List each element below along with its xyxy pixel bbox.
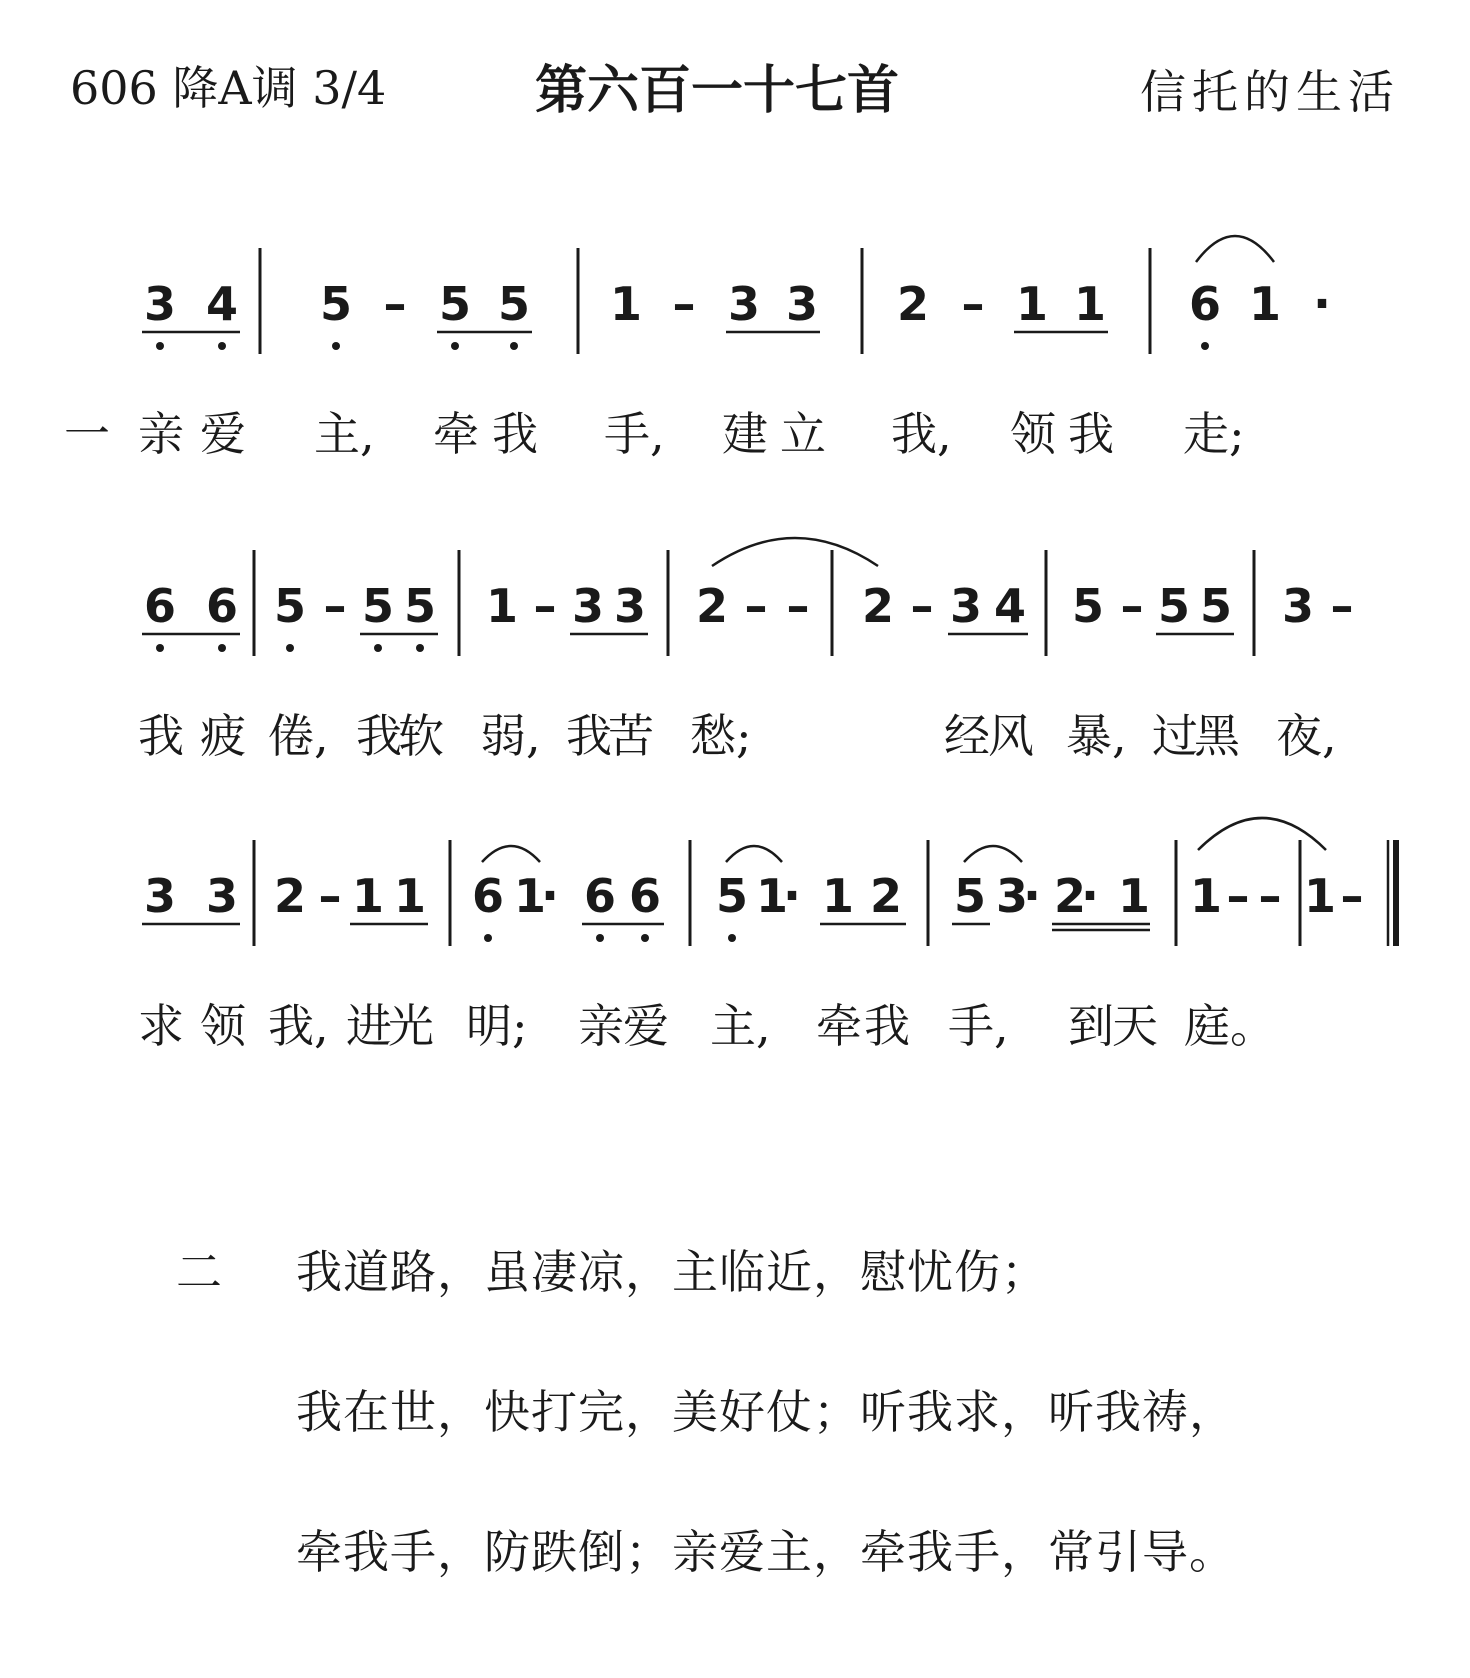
lyric-syllable: 到 — [1068, 999, 1114, 1053]
verse-2-line-2: 我在世，快打完，美好仗；听我求，听我祷， — [296, 1385, 1236, 1439]
lyric-syllable: 我, — [891, 407, 952, 461]
lower-octave-dot — [1201, 342, 1209, 350]
note: 6 — [1188, 277, 1222, 331]
lyric-syllable: 爱 — [200, 407, 246, 461]
lyric-syllable: 主, — [710, 999, 771, 1053]
note: 1 — [1189, 869, 1223, 923]
note: 3 — [613, 579, 647, 633]
lyric-syllable: 我 — [1068, 407, 1114, 461]
lyric-syllable: 走; — [1183, 407, 1245, 461]
lyric-syllable: 倦, — [268, 709, 329, 763]
note: 3 — [1281, 579, 1315, 633]
lyric-syllable: 过 — [1152, 709, 1198, 763]
dash-mark: – — [910, 579, 934, 633]
tie-arc — [1196, 236, 1274, 262]
note: 1 — [1073, 277, 1107, 331]
lyric-syllable: 风 — [988, 709, 1034, 763]
lower-octave-dot — [451, 342, 459, 350]
lyric-syllable: 我 — [864, 999, 910, 1053]
note: 1 — [393, 869, 427, 923]
hymn-subtitle: 信托的生活 — [1140, 65, 1400, 119]
lyric-syllable: 弱, — [480, 709, 541, 763]
note: 1 — [351, 869, 385, 923]
note: 1 — [513, 869, 547, 923]
lower-octave-dot — [728, 934, 736, 942]
lyric-syllable: 求 — [138, 999, 184, 1053]
lyric-syllable: 愁; — [690, 709, 752, 763]
lower-octave-dot — [156, 644, 164, 652]
dash-mark: – — [786, 579, 810, 633]
lyric-syllable: 暴, — [1066, 709, 1127, 763]
dash-mark: – — [1258, 869, 1282, 923]
lower-octave-dot — [156, 342, 164, 350]
lower-octave-dot — [484, 934, 492, 942]
note: 5 — [1157, 579, 1191, 633]
lower-octave-dot — [218, 644, 226, 652]
tie-arc — [726, 846, 782, 862]
lower-octave-dot — [596, 934, 604, 942]
lyric-syllable: 经 — [944, 709, 990, 763]
note: 1 — [821, 869, 855, 923]
dash-mark: – — [672, 277, 696, 331]
dash-mark: – — [323, 579, 347, 633]
lower-octave-dot — [641, 934, 649, 942]
lyric-syllable: 领 — [200, 999, 246, 1053]
note: 3 — [995, 869, 1029, 923]
lyric-syllable: 建 — [722, 407, 768, 461]
lower-octave-dot — [286, 644, 294, 652]
dash-mark: – — [383, 277, 407, 331]
note: 5 — [1071, 579, 1105, 633]
note: 6 — [143, 579, 177, 633]
lyric-syllable: 进 — [346, 999, 392, 1053]
dash-mark: – — [961, 277, 985, 331]
lower-octave-dot — [218, 342, 226, 350]
note: 1 — [609, 277, 643, 331]
note: 6 — [205, 579, 239, 633]
note: 5 — [273, 579, 307, 633]
lyric-syllable: 我 — [138, 709, 184, 763]
lyric-syllable: 庭。 — [1184, 999, 1276, 1053]
lyric-syllable: 我 — [492, 407, 538, 461]
lyric-syllable: 苦 — [608, 709, 654, 763]
augmentation-dot: · — [1022, 868, 1042, 924]
lyric-syllable: 亲 — [578, 999, 624, 1053]
note: 2 — [896, 277, 930, 331]
note: 5 — [953, 869, 987, 923]
lower-octave-dot — [510, 342, 518, 350]
note: 3 — [949, 579, 983, 633]
note: 1 — [485, 579, 519, 633]
lyric-syllable: 天 — [1112, 999, 1158, 1053]
lyric-syllable: 爱 — [623, 999, 669, 1053]
lyric-syllable: 夜, — [1276, 709, 1337, 763]
note: 4 — [205, 277, 239, 331]
note: 5 — [1199, 579, 1233, 633]
note: 3 — [727, 277, 761, 331]
tie-arc — [712, 538, 878, 566]
note: 3 — [571, 579, 605, 633]
hymn-title: 第六百一十七首 — [535, 61, 900, 121]
dash-mark: – — [533, 579, 557, 633]
note: 5 — [361, 579, 395, 633]
note: 4 — [993, 579, 1027, 633]
note: 2 — [861, 579, 895, 633]
lyric-syllable: 立 — [780, 407, 826, 461]
tie-arc — [482, 846, 540, 862]
lyric-syllable: 一 — [64, 407, 110, 461]
lyric-syllable: 我 — [356, 709, 402, 763]
lyric-syllable: 亲 — [138, 407, 184, 461]
dash-mark: – — [318, 869, 342, 923]
augmentation-dot: · — [540, 868, 560, 924]
dash-mark: – — [1330, 579, 1354, 633]
augmentation-dot: · — [1312, 276, 1332, 332]
key-signature-info: 606 降A调 3/4 — [70, 61, 387, 115]
note: 5 — [319, 277, 353, 331]
lyric-syllable: 黑 — [1194, 709, 1240, 763]
dash-mark: – — [1340, 869, 1364, 923]
lyric-syllable: 手, — [604, 407, 665, 461]
note: 5 — [438, 277, 472, 331]
lyric-syllable: 我 — [566, 709, 612, 763]
lyric-syllable: 软 — [398, 709, 444, 763]
note: 2 — [273, 869, 307, 923]
note: 3 — [143, 277, 177, 331]
note: 1 — [1303, 869, 1337, 923]
lower-octave-dot — [332, 342, 340, 350]
note: 2 — [869, 869, 903, 923]
note: 5 — [403, 579, 437, 633]
note: 1 — [1117, 869, 1151, 923]
lyric-syllable: 牵 — [816, 999, 862, 1053]
note: 2 — [695, 579, 729, 633]
note: 6 — [628, 869, 662, 923]
note: 5 — [715, 869, 749, 923]
lyric-syllable: 领 — [1010, 407, 1056, 461]
verse-2-line-3: 牵我手，防跌倒；亲爱主，牵我手，常引导。 — [296, 1525, 1236, 1579]
note: 3 — [205, 869, 239, 923]
note: 6 — [583, 869, 617, 923]
note: 1 — [755, 869, 789, 923]
lyric-syllable: 疲 — [200, 709, 246, 763]
verse-2-number: 二 — [176, 1245, 223, 1299]
note: 3 — [785, 277, 819, 331]
note: 2 — [1053, 869, 1087, 923]
note: 6 — [471, 869, 505, 923]
augmentation-dot: · — [782, 868, 802, 924]
verse-2-line-1: 我道路，虽凄凉，主临近，慰忧伤； — [296, 1245, 1048, 1299]
lyric-syllable: 手, — [948, 999, 1009, 1053]
augmentation-dot: · — [1080, 868, 1100, 924]
note: 3 — [143, 869, 177, 923]
lyric-syllable: 光 — [388, 999, 434, 1053]
note: 5 — [497, 277, 531, 331]
lyric-syllable: 牵 — [433, 407, 479, 461]
lower-octave-dot — [416, 644, 424, 652]
lyric-syllable: 明; — [466, 999, 528, 1053]
note: 1 — [1248, 277, 1282, 331]
dash-mark: – — [744, 579, 768, 633]
tie-arc — [1198, 818, 1326, 850]
dash-mark: – — [1226, 869, 1250, 923]
lower-octave-dot — [374, 644, 382, 652]
lyric-syllable: 我, — [268, 999, 329, 1053]
note: 1 — [1015, 277, 1049, 331]
dash-mark: – — [1120, 579, 1144, 633]
tie-arc — [964, 846, 1022, 862]
lyric-syllable: 主, — [314, 407, 375, 461]
